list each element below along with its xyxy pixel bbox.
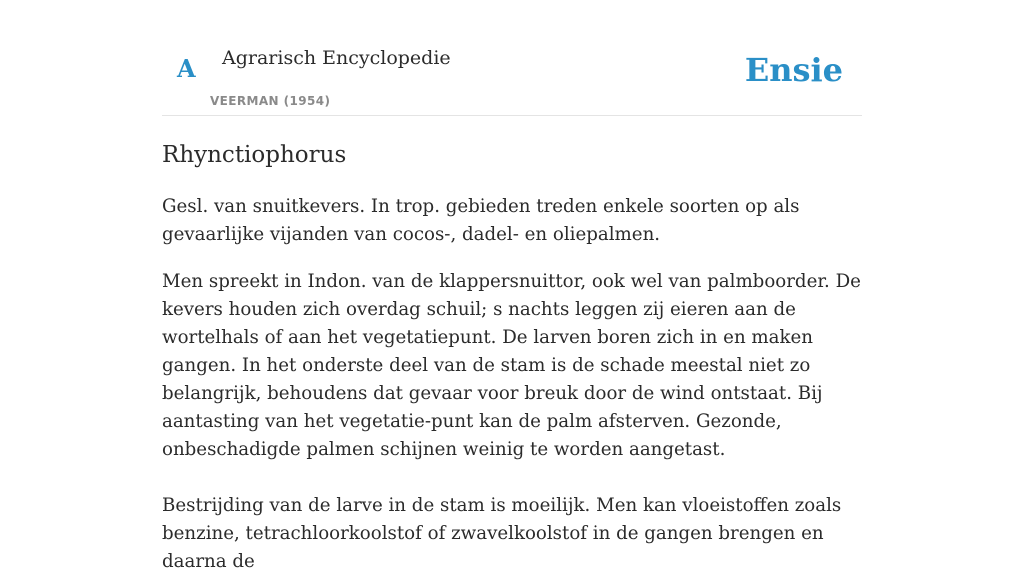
page-header [162,0,862,116]
brand-logo-link[interactable]: Ensie [744,51,843,89]
article-body [162,193,862,576]
article-paragraph: Gesl. van snuitkevers. In trop. gebieden treden enkele soorten op als gevaarlijke vijanden van cocos-, dadel- en oliepalmen. [162,196,800,245]
content-container [162,0,862,576]
article-paragraph: Bestrijding van de larve in de stam is moeilijk. Men kan vloeistoffen zoals benzine, tetrachloorkoolstof of zwavelkoolstof in de gangen brengen en daarna de [162,495,842,572]
encyclopedia-logo[interactable]: A [177,54,196,83]
article-paragraph: Men spreekt in Indon. van de klappersnuittor, ook wel van palmboorder. De kevers houden zich overdag schuil; s nachts leggen zij eieren aan de wortelhals of aan het vegetatiepunt. De larven boren zich in en maken gangen. In het onderste deel van de stam is de schade meestal niet zo belangrijk, behoudens dat gevaar voor breuk door de wind ontstaat. Bij aantasting van het vegetatie-punt kan de palm afsterven. Gezonde, onbeschadigde palmen schijnen weinig te worden aangetast. [162,271,861,460]
encyclopedia-title[interactable]: Agrarisch Encyclopedie [222,47,451,69]
author-label: VEERMAN (1954) [210,94,331,108]
article-title: Rhynctiophorus [162,142,347,168]
